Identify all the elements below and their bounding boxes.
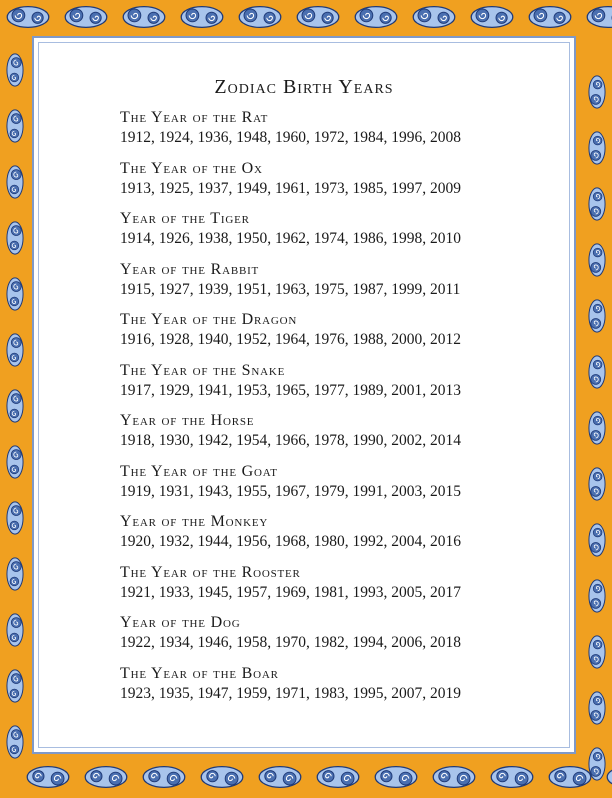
cloud-scroll-icon [7, 110, 23, 142]
zodiac-entry-ox [120, 159, 560, 210]
cloud-scroll-icon [7, 446, 23, 478]
cloud-scroll-icon [181, 7, 223, 28]
entry-years: 1922, 1934, 1946, 1958, 1970, 1982, 1994, 2006, 2018 [120, 634, 461, 651]
cloud-swirl-icon [109, 772, 122, 785]
cloud-scroll-icon [375, 767, 417, 788]
entry-name: The Year of the Rat [120, 109, 269, 126]
cloud-swirl-icon [555, 771, 566, 782]
cloud-swirl-icon [128, 9, 141, 22]
cloud-swirl-icon [10, 73, 19, 82]
cloud-swirl-icon [10, 353, 19, 362]
entry-years: 1916, 1928, 1940, 1952, 1964, 1976, 1988, 2000, 2012 [120, 331, 461, 348]
cloud-scroll-icon [201, 767, 243, 788]
cloud-swirl-icon [439, 771, 450, 782]
cloud-swirl-icon [11, 450, 21, 460]
zodiac-entry-rooster [120, 563, 560, 614]
cloud-swirl-icon [591, 94, 601, 104]
cloud-scroll-icon [589, 580, 605, 612]
cloud-swirl-icon [591, 150, 601, 160]
cloud-scroll-icon [317, 767, 359, 788]
cloud-swirl-icon [418, 9, 431, 22]
entry-name: Year of the Dog [120, 614, 241, 631]
cloud-swirl-icon [11, 730, 21, 740]
cloud-swirl-icon [302, 9, 315, 22]
cloud-swirl-icon [607, 767, 612, 788]
entry-name: Year of the Rabbit [120, 260, 260, 278]
entry-years: 1912, 1924, 1936, 1948, 1960, 1972, 1984, 1996, 2008 [120, 129, 461, 146]
cloud-swirl-icon [225, 772, 238, 785]
cloud-swirl-icon [591, 654, 601, 664]
zodiac-entry-tiger [120, 209, 560, 260]
cloud-swirl-icon [11, 338, 21, 348]
cloud-scroll-icon [239, 7, 281, 28]
entry-name: The Year of the Ox [120, 159, 263, 177]
cloud-swirl-icon [10, 129, 19, 138]
cloud-scroll-icon [65, 7, 107, 28]
cloud-scroll-icon [471, 7, 513, 28]
cloud-scroll-icon [7, 54, 23, 86]
cloud-scroll-icon [27, 767, 69, 788]
cloud-swirl-icon [149, 771, 160, 782]
cloud-scroll-icon [589, 244, 605, 276]
cloud-scroll-icon [607, 767, 612, 788]
zodiac-entry-rabbit [120, 260, 560, 311]
zodiac-entry-goat [120, 462, 560, 513]
cloud-scroll-icon [143, 767, 185, 788]
cloud-swirl-icon [11, 282, 21, 292]
cloud-swirl-icon [457, 772, 470, 785]
cloud-scroll-icon [529, 7, 571, 28]
entry-name: Year of the Tiger [120, 210, 250, 227]
cloud-swirl-icon [91, 771, 102, 782]
cloud-swirl-icon [12, 9, 25, 22]
cloud-swirl-icon [167, 772, 180, 785]
cloud-swirl-icon [591, 542, 601, 552]
cloud-scroll-icon [7, 7, 49, 28]
cloud-swirl-icon [11, 114, 21, 124]
cloud-scroll-icon [589, 188, 605, 220]
cloud-swirl-icon [265, 771, 276, 782]
cloud-swirl-icon [244, 9, 257, 22]
cloud-swirl-icon [51, 772, 64, 785]
cloud-scroll-icon [491, 767, 533, 788]
cloud-scroll-icon [589, 524, 605, 556]
entry-years: 1920, 1932, 1944, 1956, 1968, 1980, 1992, 2004, 2016 [120, 533, 461, 550]
cloud-swirl-icon [11, 394, 21, 404]
zodiac-list [120, 108, 560, 714]
cloud-scroll-icon [589, 748, 605, 780]
cloud-swirl-icon [515, 772, 528, 785]
entry-name: The Year of the Goat [120, 462, 278, 480]
zodiac-entry-dragon [120, 310, 560, 361]
cloud-swirl-icon [10, 633, 19, 642]
cloud-scroll-icon [7, 614, 23, 646]
cloud-swirl-icon [10, 409, 19, 418]
cloud-scroll-icon [7, 726, 23, 758]
cloud-swirl-icon [591, 710, 601, 720]
cloud-swirl-icon [10, 689, 19, 698]
cloud-swirl-icon [10, 521, 19, 530]
entry-years: 1915, 1927, 1939, 1951, 1963, 1975, 1987, 1999, 2011 [120, 280, 461, 298]
cloud-swirl-icon [11, 618, 21, 628]
cloud-scroll-icon [259, 767, 301, 788]
cloud-scroll-icon [355, 7, 397, 28]
cloud-swirl-icon [33, 771, 44, 782]
cloud-scroll-icon [123, 7, 165, 28]
cloud-swirl-icon [11, 562, 21, 572]
cloud-scroll-icon [7, 558, 23, 590]
cloud-swirl-icon [10, 185, 19, 194]
cloud-scroll-icon [7, 390, 23, 422]
entry-name: Year of the Horse [120, 412, 255, 429]
entry-years: 1918, 1930, 1942, 1954, 1966, 1978, 1990, 2002, 2014 [120, 432, 461, 449]
cloud-scroll-icon [7, 334, 23, 366]
cloud-swirl-icon [283, 772, 296, 785]
cloud-swirl-icon [11, 58, 21, 68]
cloud-swirl-icon [591, 206, 601, 216]
zodiac-entry-horse [120, 411, 560, 462]
zodiac-entry-rat [120, 108, 560, 159]
entry-name: The Year of the Dragon [120, 311, 298, 328]
cloud-swirl-icon [399, 772, 412, 785]
cloud-scroll-icon [7, 502, 23, 534]
cloud-swirl-icon [592, 9, 605, 22]
cloud-scroll-icon [297, 7, 339, 28]
cloud-swirl-icon [341, 772, 354, 785]
content-panel [32, 36, 576, 754]
entry-name: The Year of the Snake [120, 361, 286, 379]
cloud-scroll-icon [85, 767, 127, 788]
cloud-scroll-icon [413, 7, 455, 28]
entry-years: 1914, 1926, 1938, 1950, 1962, 1974, 1986, 1998, 2010 [120, 230, 461, 247]
zodiac-entry-dog [120, 613, 560, 664]
entry-years: 1923, 1935, 1947, 1959, 1971, 1983, 1995, 2007, 2019 [120, 684, 461, 702]
cloud-scroll-icon [587, 7, 612, 28]
zodiac-entry-boar [120, 664, 560, 715]
cloud-swirl-icon [476, 9, 489, 22]
cloud-scroll-icon [589, 300, 605, 332]
cloud-swirl-icon [591, 598, 601, 608]
cloud-swirl-icon [70, 9, 83, 22]
entry-name: The Year of the Boar [120, 664, 279, 682]
zodiac-entry-monkey [120, 512, 560, 563]
cloud-swirl-icon [497, 771, 508, 782]
cloud-swirl-icon [591, 486, 601, 496]
cloud-swirl-icon [11, 226, 21, 236]
cloud-swirl-icon [186, 9, 199, 22]
entry-years: 1921, 1933, 1945, 1957, 1969, 1981, 1993, 2005, 2017 [120, 583, 461, 601]
entry-years: 1919, 1931, 1943, 1955, 1967, 1979, 1991, 2003, 2015 [120, 482, 461, 500]
cloud-swirl-icon [10, 577, 19, 586]
cloud-scroll-icon [433, 767, 475, 788]
cloud-scroll-icon [589, 692, 605, 724]
cloud-swirl-icon [591, 430, 601, 440]
cloud-swirl-icon [360, 9, 373, 22]
cloud-swirl-icon [207, 771, 218, 782]
cloud-swirl-icon [10, 465, 19, 474]
cloud-swirl-icon [591, 374, 601, 384]
entry-name: Year of the Monkey [120, 513, 269, 530]
page-title: Zodiac Birth Years [214, 76, 394, 98]
entry-years: 1913, 1925, 1937, 1949, 1961, 1973, 1985, 1997, 2009 [120, 179, 461, 197]
cloud-swirl-icon [10, 241, 19, 250]
cloud-swirl-icon [10, 745, 19, 754]
cloud-scroll-icon [7, 670, 23, 702]
zodiac-entry-snake [120, 361, 560, 412]
cloud-scroll-icon [589, 468, 605, 500]
cloud-scroll-icon [549, 767, 591, 788]
cloud-scroll-icon [7, 166, 23, 198]
cloud-swirl-icon [591, 318, 601, 328]
cloud-scroll-icon [589, 412, 605, 444]
cloud-swirl-icon [591, 766, 601, 776]
cloud-scroll-icon [589, 132, 605, 164]
cloud-swirl-icon [381, 771, 392, 782]
cloud-scroll-icon [7, 278, 23, 310]
cloud-swirl-icon [10, 297, 19, 306]
cloud-swirl-icon [11, 170, 21, 180]
cloud-scroll-icon [7, 222, 23, 254]
cloud-swirl-icon [534, 9, 547, 22]
cloud-swirl-icon [573, 772, 586, 785]
cloud-swirl-icon [591, 262, 601, 272]
entry-name: The Year of the Rooster [120, 563, 301, 581]
cloud-swirl-icon [11, 674, 21, 684]
cloud-swirl-icon [11, 506, 21, 516]
cloud-scroll-icon [589, 636, 605, 668]
cloud-scroll-icon [589, 76, 605, 108]
cloud-swirl-icon [323, 771, 334, 782]
cloud-scroll-icon [589, 356, 605, 388]
entry-years: 1917, 1929, 1941, 1953, 1965, 1977, 1989, 2001, 2013 [120, 381, 461, 399]
